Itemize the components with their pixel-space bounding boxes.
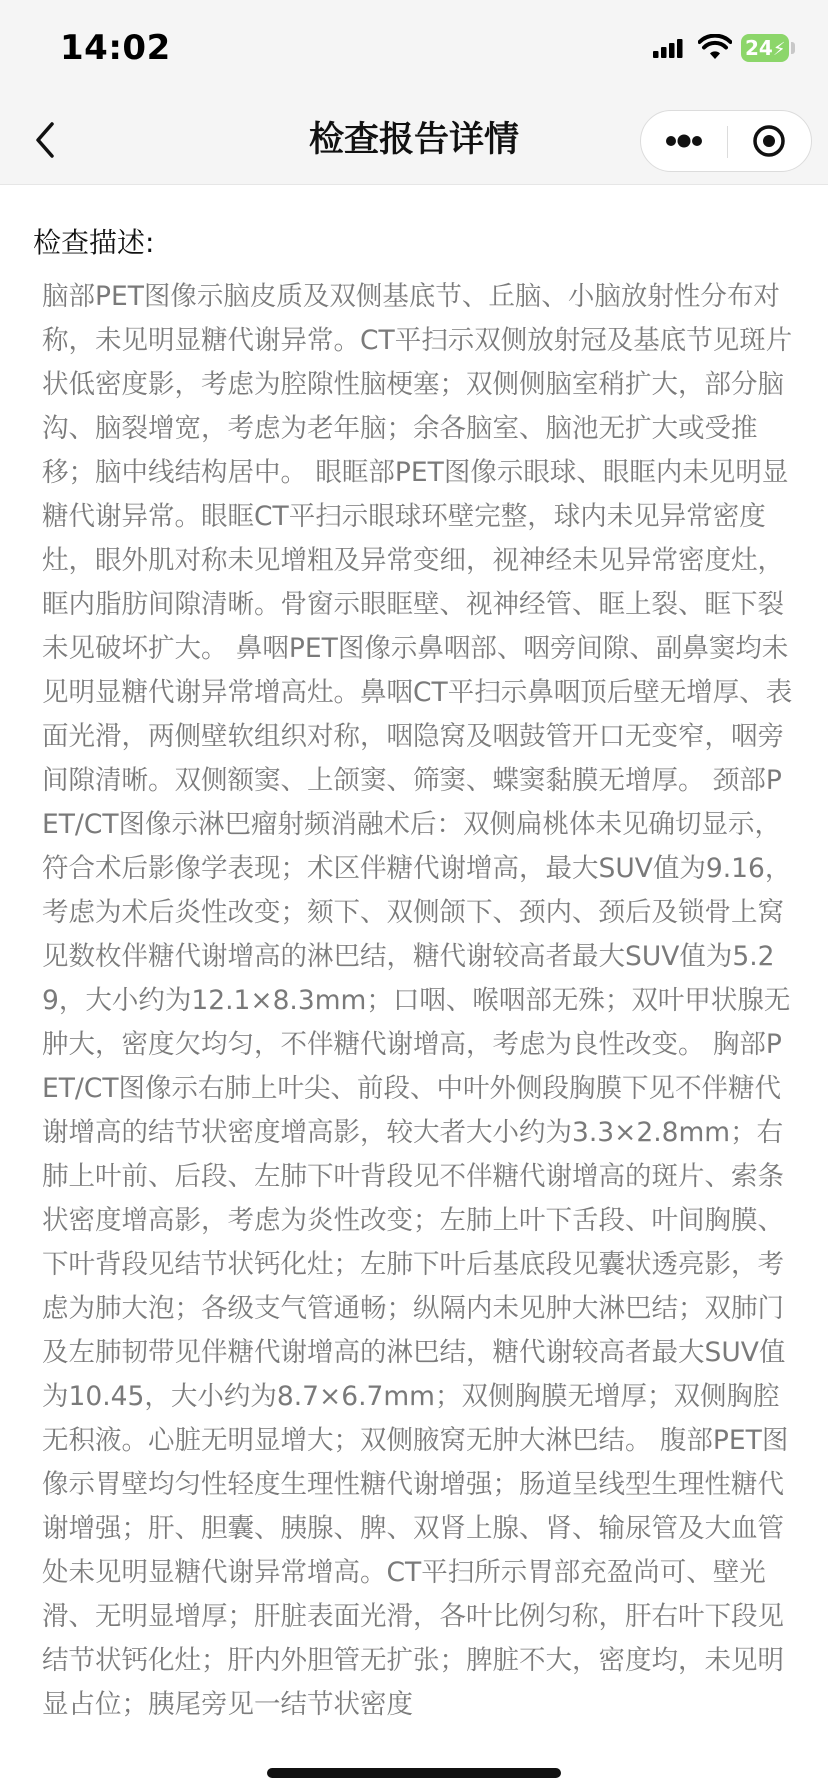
status-bar <box>0 0 828 96</box>
target-circle-icon[interactable] <box>728 111 812 171</box>
battery-cap <box>791 42 795 54</box>
wifi-icon <box>698 34 732 62</box>
mini-program-capsule <box>640 110 812 172</box>
battery-level: 24 <box>745 36 773 60</box>
cellular-signal-icon <box>653 38 687 62</box>
battery-icon: 24⚡ <box>741 34 789 62</box>
status-time: 14:02 <box>60 28 171 68</box>
report-content[interactable] <box>0 185 828 1792</box>
more-dots-icon[interactable] <box>641 111 727 171</box>
home-indicator[interactable] <box>267 1768 561 1778</box>
nav-bar <box>0 96 828 185</box>
report-description: 脑部PET图像示脑皮质及双侧基底节、丘脑、小脑放射性分布对称，未见明显糖代谢异常。CT平扫示双侧放射冠及基底节见斑片状低密度影，考虑为腔隙性脑梗塞；双侧侧脑室稍扩大，部分脑沟、脑裂增宽，考虑为老年脑；余各脑室、脑池无扩大或受推移；脑中线结构居中。 眼眶部PET图像示眼球、眼眶内未见明显糖代谢异常。眼眶CT平扫示眼球环壁完整，球内未见异常密度灶，眼外肌对称未见增粗及异常变细，视神经未见异常密度灶，眶内脂肪间隙清晰。骨窗示眼眶壁、视神经管、眶上裂、眶下裂未见破坏扩大。 鼻咽PET图像示鼻咽部、咽旁间隙、副鼻窦均未见明显糖代谢异常增高灶。鼻咽CT平扫示鼻咽顶后壁无增厚、表面光滑，两侧壁软组织对称，咽隐窝及咽鼓管开口无变窄，咽旁间隙清晰。双侧额窦、上颌窦、筛窦、蝶窦黏膜无增厚。 颈部PET/CT图像示淋巴瘤射频消融术后：双侧扁桃体未见确切显示，符合术后影像学表现；术区伴糖代谢增高，最大SUV值为9.16，考虑为术后炎性改变；颏下、双侧颌下、颈内、颈后及锁骨上窝见数枚伴糖代谢增高的淋巴结，糖代谢较高者最大SUV值为5.29，大小约为12.1×8.3mm；口咽、喉咽部无殊；双叶甲状腺无肿大，密度欠均匀，不伴糖代谢增高，考虑为良性改变。 胸部PET/CT图像示右肺上叶尖、前段、中叶外侧段胸膜下见不伴糖代谢增高的结节状密度增高影，较大者大小约为3.3×2.8mm；右肺上叶前、后段、左肺下叶背段见不伴糖代谢增高的斑片、索条状密度增高影，考虑为炎性改变；左肺上叶下舌段、叶间胸膜、下叶背段见结节状钙化灶；左肺下叶后基底段见囊状透亮影，考虑为肺大泡；各级支气管通畅；纵隔内未见肿大淋巴结；双肺门及左肺韧带见伴糖代谢增高的淋巴结，糖代谢较高者最大SUV值为10.45，大小约为8.7×6.7mm；双侧胸膜无增厚；双侧胸腔无积液。心脏无明显增大；双侧腋窝无肿大淋巴结。 腹部PET图像示胃壁均匀性轻度生理性糖代谢增强；肠道呈线型生理性糖代谢增强；肝、胆囊、胰腺、脾、双肾上腺、肾、输尿管及大血管处未见明显糖代谢异常增高。CT平扫所示胃部充盈尚可、壁光滑、无明显增厚；肝脏表面光滑，各叶比例匀称，肝右叶下段见结节状钙化灶；肝内外胆管无扩张；脾脏不大，密度均，未见明显占位；胰尾旁见一结节状密度 <box>42 281 793 1720</box>
page-title: 检查报告详情 <box>308 120 519 160</box>
section-label: 检查描述: <box>33 226 155 259</box>
